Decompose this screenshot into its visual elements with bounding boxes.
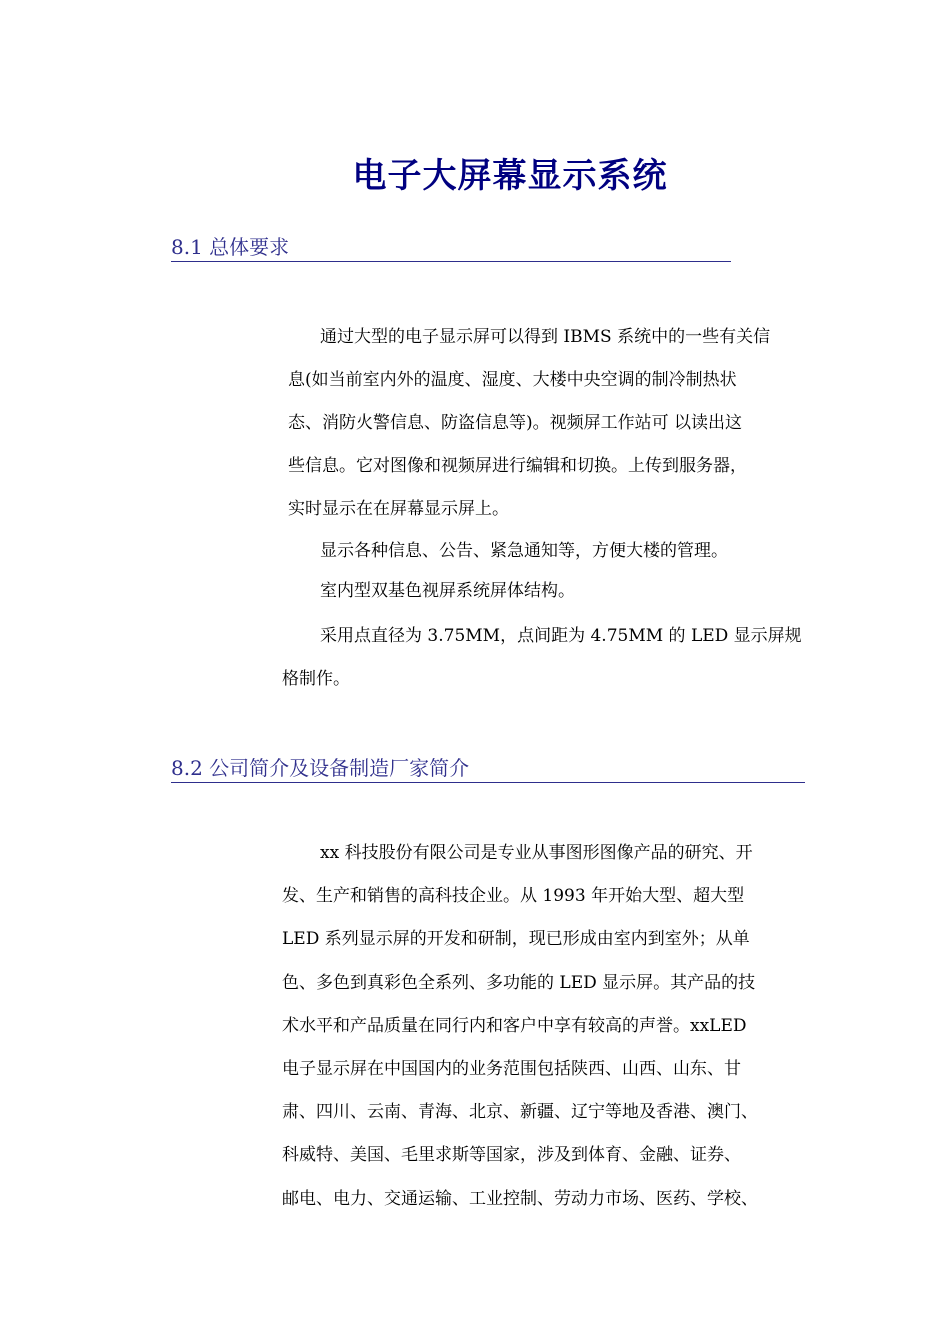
text-line: 室内型双基色视屏系统屏体结构。 — [320, 581, 575, 601]
text-line: 格制作。 — [282, 669, 350, 689]
text-line: LED 系列显示屏的开发和研制，现已形成由室内到室外；从单 — [282, 929, 750, 950]
text-line: 电子显示屏在中国国内的业务范围包括陕西、山西、山东、甘 — [282, 1059, 741, 1080]
text-line: 息(如当前室内外的温度、湿度、大楼中央空调的制冷制热状 — [288, 370, 737, 390]
text-line: 通过大型的电子显示屏可以得到 IBMS 系统中的一些有关信 — [320, 327, 771, 347]
text-line: 邮电、电力、交通运输、工业控制、劳动力市场、医药、学校、 — [282, 1188, 758, 1209]
section-heading-company-intro: 8.2 公司简介及设备制造厂家简介 — [171, 756, 805, 783]
text-line: 实时显示在在屏幕显示屏上。 — [288, 499, 509, 519]
paragraph-display-info — [320, 530, 728, 573]
page-title: 电子大屏幕显示系统 — [352, 156, 668, 196]
text-line: 些信息。它对图像和视频屏进行编辑和切换。上传到服务器， — [288, 456, 747, 476]
text-line: 科威特、美国、毛里求斯等国家，涉及到体育、金融、证券、 — [282, 1145, 741, 1166]
text-line: 肃、四川、云南、青海、北京、新疆、辽宁等地及香港、澳门、 — [282, 1102, 758, 1123]
text-line: 术水平和产品质量在同行内和客户中享有较高的声誉。xxLED — [282, 1015, 747, 1036]
text-line: 采用点直径为 3.75MM，点间距为 4.75MM 的 LED 显示屏规 — [320, 626, 802, 646]
text-line: 态、消防火警信息、防盗信息等)。视频屏工作站可 以读出这 — [288, 413, 743, 433]
paragraph-ibms-display — [288, 316, 770, 531]
text-line: xx 科技股份有限公司是专业从事图形图像产品的研究、开 — [320, 843, 753, 863]
paragraph-company-profile — [282, 832, 758, 1221]
paragraph-screen-structure — [320, 570, 575, 613]
text-line: 发、生产和销售的高科技企业。从 1993 年开始大型、超大型 — [282, 886, 745, 907]
text-line: 显示各种信息、公告、紧急通知等，方便大楼的管理。 — [320, 541, 728, 561]
paragraph-led-spec — [282, 615, 802, 701]
section-heading-overall-requirements: 8.1 总体要求 — [171, 235, 731, 262]
text-line: 色、多色到真彩色全系列、多功能的 LED 显示屏。其产品的技 — [282, 972, 756, 993]
